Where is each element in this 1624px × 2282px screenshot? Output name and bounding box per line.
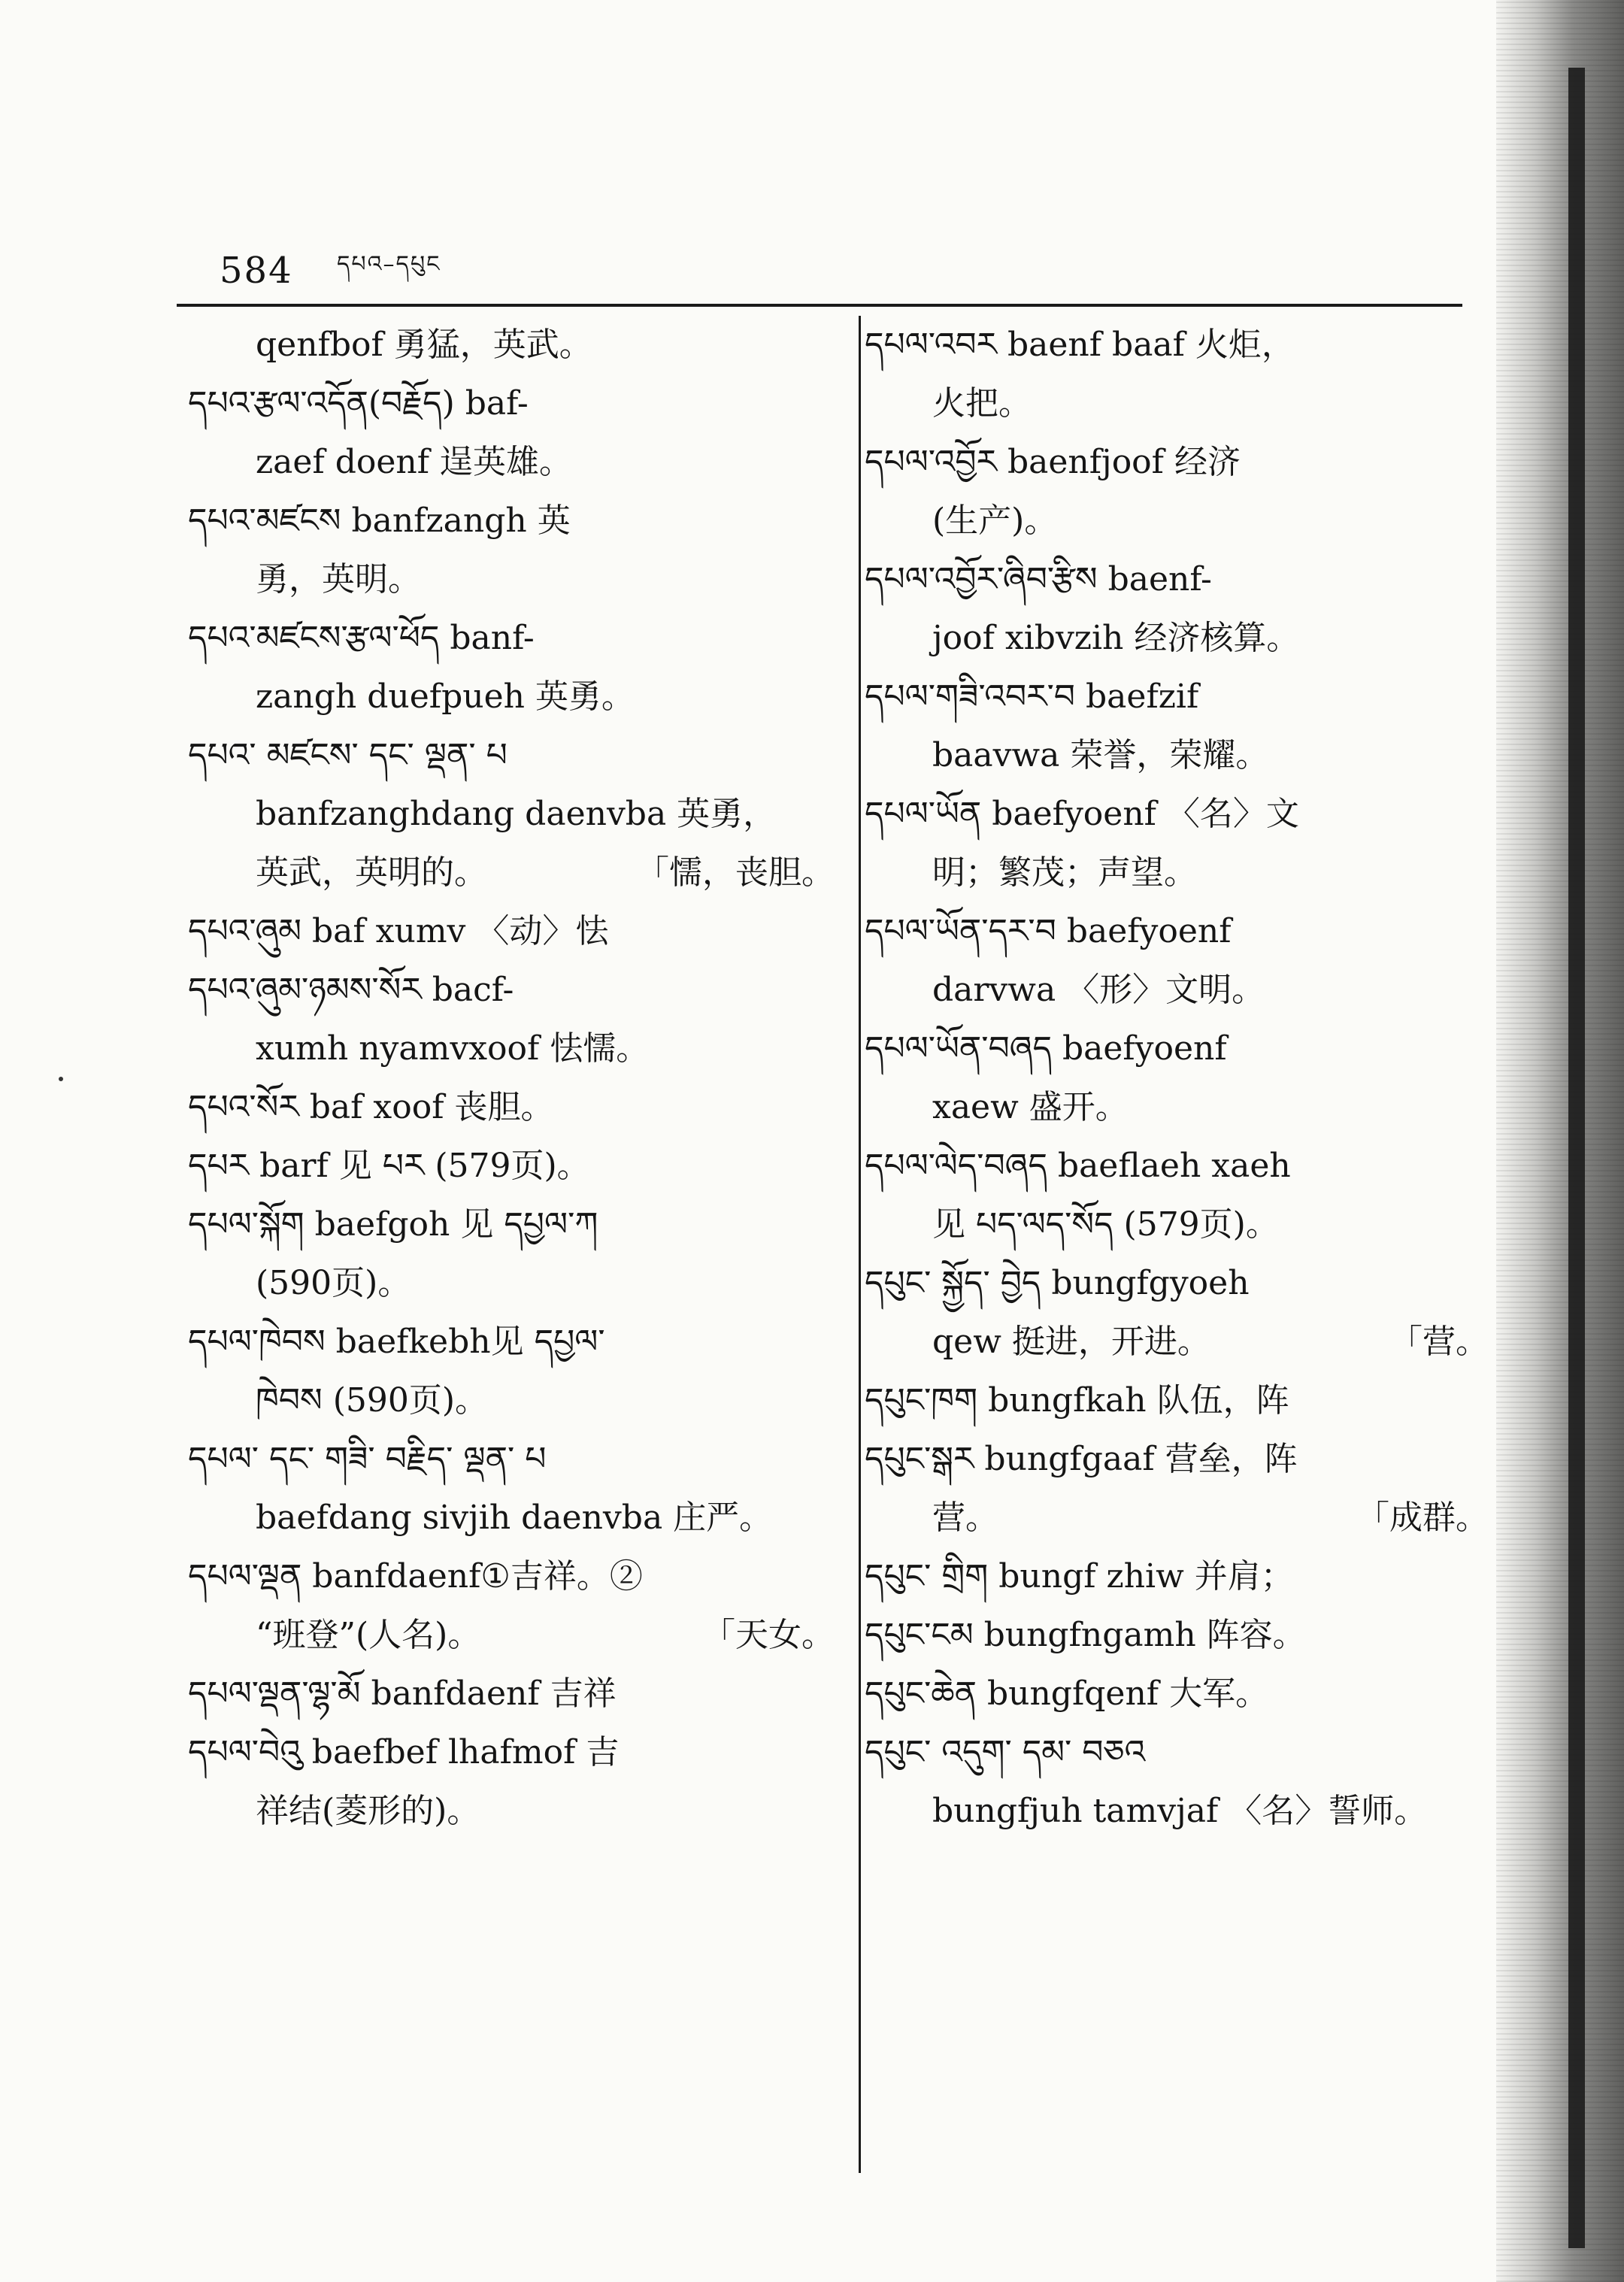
entry-text: དཔའ་སོར baf xoof 丧胆。: [188, 1088, 554, 1126]
dictionary-entry: [173, 1078, 835, 1137]
entry-headword-line: [865, 1137, 1489, 1196]
entry-text: (590页)。: [256, 1264, 411, 1302]
dictionary-entry: [173, 316, 835, 374]
entry-headword-line: [865, 1254, 1489, 1313]
carryover-note: 「营。: [1389, 1323, 1489, 1361]
dictionary-entry: [173, 726, 835, 902]
dictionary-entry: [865, 668, 1489, 785]
entry-text: དཔལ་ཡོན་དར་བ baefyoenf: [865, 912, 1232, 950]
entry-text: 火把。: [932, 384, 1032, 423]
entry-text: དཔལ་འབྱོར་ཞིབ་རྩིས baenf-: [865, 560, 1212, 599]
entry-text: qenfbof 勇猛，英武。: [256, 326, 592, 364]
entry-headword-line: [865, 668, 1489, 726]
dictionary-entry: [865, 785, 1489, 902]
entry-headword-line: [173, 1196, 835, 1254]
entry-text: joof xibvzih 经济核算。: [932, 619, 1300, 657]
left-column: [173, 316, 835, 1841]
entry-headword-line: [865, 1547, 1489, 1606]
entry-text: 祥结(菱形的)。: [256, 1792, 480, 1830]
entry-text: (生产)。: [932, 502, 1058, 540]
entry-text: དཔའ་མཛངས banfzangh 英: [188, 502, 571, 540]
entry-text: qew 挺进，开进。: [932, 1323, 1210, 1361]
entry-text: 见 པད་ལད་སོད (579页)。: [932, 1205, 1279, 1244]
entry-headword-line: [173, 1547, 835, 1606]
dictionary-entry: [865, 433, 1489, 550]
entry-headword-line: [173, 1430, 835, 1489]
entry-definition-line: [865, 726, 1489, 785]
dictionary-entry: [173, 902, 835, 961]
entry-definition-line: [173, 785, 835, 844]
dictionary-entry: [865, 1137, 1489, 1254]
entry-definition-line: [865, 1078, 1489, 1137]
scan-binding-bar: [1568, 68, 1585, 2248]
entry-text: 英武，英明的。: [256, 853, 487, 892]
dictionary-entry: [173, 1313, 835, 1430]
entry-text: དཔལ་འབྱོར baenfjoof 经济: [865, 443, 1241, 481]
entry-definition-line: [865, 1313, 1489, 1371]
dictionary-entry: [865, 316, 1489, 433]
entry-text: xumh nyamvxoof 怯懦。: [256, 1029, 650, 1068]
entry-headword-line: [865, 316, 1489, 374]
entry-definition-line: [173, 1489, 835, 1547]
entry-text: དཔལ་ལེད་བཞད baeflaeh xaeh: [865, 1147, 1291, 1185]
dictionary-entry: [173, 1196, 835, 1313]
entry-definition-line: [173, 550, 835, 609]
entry-text: དཔལ་ལྡན banfdaenf①吉祥。②: [188, 1557, 643, 1596]
entry-text: 营。: [932, 1499, 998, 1537]
entry-headword-line: [865, 1606, 1489, 1665]
entry-text: zaef doenf 逞英雄。: [256, 443, 573, 481]
entry-text: དཔལ་ དང་ གཟི་ བརྗིད་ ལྡན་ པ: [188, 1440, 547, 1478]
dictionary-entry: [173, 1430, 835, 1547]
entry-headword-line: [173, 1137, 835, 1196]
dictionary-entry: [173, 1665, 835, 1723]
entry-text: baefdang sivjih daenvba 庄严。: [256, 1499, 773, 1537]
entry-definition-line: [865, 374, 1489, 433]
entry-text: zangh duefpueh 英勇。: [256, 677, 635, 716]
entry-headword-line: [173, 1723, 835, 1782]
entry-text: དཔལ་ལྡན་ལྷ་མོ banfdaenf 吉祥: [188, 1674, 617, 1713]
entry-definition-line: [173, 1371, 835, 1430]
entry-text: དཔུང་ཆེན bungfqenf 大军。: [865, 1674, 1269, 1713]
entry-headword-line: [865, 550, 1489, 609]
entry-headword-line: [865, 1371, 1489, 1430]
entry-headword-line: [865, 785, 1489, 844]
entry-definition-line: [865, 492, 1489, 550]
entry-text: 明；繁茂；声望。: [932, 853, 1197, 892]
entry-text: baavwa 荣誉，荣耀。: [932, 736, 1269, 774]
entry-text: “班登”(人名)。: [256, 1616, 481, 1654]
entry-headword-line: [173, 726, 835, 785]
entry-definition-line: [865, 1782, 1489, 1841]
entry-headword-line: [173, 492, 835, 550]
entry-text: དཔལ་ཁེབས baefkebh见 དཔྱལ་: [188, 1323, 605, 1361]
entry-headword-line: [865, 433, 1489, 492]
entry-headword-line: [865, 1665, 1489, 1723]
entry-text: དཔུང་ངམ bungfngamh 阵容。: [865, 1616, 1306, 1654]
entry-definition-line: [173, 433, 835, 492]
entry-headword-line: [865, 1723, 1489, 1782]
entry-text: དཔལ་གཟི་འབར་བ baefzif: [865, 677, 1199, 716]
dictionary-entry: [865, 1665, 1489, 1723]
column-divider: [859, 316, 861, 2173]
entry-text: 勇，英明。: [256, 560, 421, 599]
dictionary-entry: [865, 1371, 1489, 1430]
dictionary-entry: [865, 550, 1489, 668]
entry-definition-line: [865, 1196, 1489, 1254]
dictionary-entry: [865, 1606, 1489, 1665]
entry-headword-line: [865, 1020, 1489, 1078]
dictionary-entry: [173, 609, 835, 726]
entry-definition-line: [173, 668, 835, 726]
entry-headword-line: [173, 902, 835, 961]
entry-headword-line: [173, 1078, 835, 1137]
right-column: [865, 316, 1489, 1841]
scan-shadow-edge: [1496, 0, 1624, 2282]
entry-text: darvwa 〈形〉文明。: [932, 971, 1265, 1009]
entry-definition-line: [865, 609, 1489, 668]
entry-text: དཔར barf 见 པར (579页)。: [188, 1147, 590, 1185]
entry-headword-line: [865, 902, 1489, 961]
entry-text: དཔུང་སྒར bungfgaaf 营垒，阵: [865, 1440, 1298, 1478]
entry-text: དཔུང་ སྐྱོད་ བྱེད bungfgyoeh: [865, 1264, 1250, 1302]
entry-text: དཔའ་ མཛངས་ དང་ ལྡན་ པ: [188, 736, 508, 774]
entry-text: xaew 盛开。: [932, 1088, 1129, 1126]
entry-definition-line: [173, 1782, 835, 1841]
entry-text: དཔལ་ཡོན baefyoenf 〈名〉文: [865, 795, 1299, 833]
entry-text: དཔུང་ཁག bungfkah 队伍，阵: [865, 1381, 1289, 1420]
dictionary-entry: [865, 1547, 1489, 1606]
entry-definition-line: [173, 1020, 835, 1078]
entry-definition-line: [173, 316, 835, 374]
dictionary-entry: [865, 1020, 1489, 1137]
dictionary-entry: [865, 902, 1489, 1020]
entry-headword-line: [173, 1313, 835, 1371]
page-number: 584: [220, 250, 293, 292]
entry-definition-line: [173, 1254, 835, 1313]
entry-text: དཔལ་འབར baenf baaf 火炬，: [865, 326, 1295, 364]
carryover-note: 「成群。: [1356, 1499, 1489, 1537]
entry-text: དཔལ་ཡོན་བཞད baefyoenf: [865, 1029, 1227, 1068]
entry-headword-line: [173, 609, 835, 668]
entry-definition-line: [865, 961, 1489, 1020]
dictionary-entry: [173, 961, 835, 1078]
speck: [59, 1077, 63, 1081]
dictionary-entry: [865, 1254, 1489, 1371]
entry-text: bungfjuh tamvjaf 〈名〉誓师。: [932, 1792, 1428, 1830]
dictionary-entry: [865, 1430, 1489, 1547]
dictionary-entry: [173, 1137, 835, 1196]
entry-text: དཔའ་མཛངས་རྩལ་ཕོད banf-: [188, 619, 535, 657]
dictionary-entry: [865, 1723, 1489, 1841]
entry-text: དཔལ་སྐོག baefgoh 见 དཔྱལ་ཀ: [188, 1205, 598, 1244]
carryover-note: 「天女。: [702, 1616, 835, 1654]
dictionary-entry: [173, 1723, 835, 1841]
entry-text: དཔུང་ འདུག་ དམ་ བཅའ: [865, 1733, 1146, 1771]
dictionary-entry: [173, 492, 835, 609]
dictionary-entry: [173, 1547, 835, 1665]
entry-text: དཔུང་ གྲིག bungf zhiw 并肩；: [865, 1557, 1294, 1596]
entry-text: དཔལ་བེའུ baefbef lhafmof 吉: [188, 1733, 620, 1771]
entry-headword-line: [173, 1665, 835, 1723]
running-head: དཔའ–དཔུང: [337, 251, 441, 277]
entry-definition-line: [173, 1606, 835, 1665]
entry-text: དཔའ་ཞུམ་ཉམས་སོར bacf-: [188, 971, 514, 1009]
header-rule: [177, 304, 1462, 307]
entry-text: དཔའ་རྩལ་འདོན(བརྗོད) baf-: [188, 384, 529, 423]
entry-text: དཔའ་ཞུམ baf xumv 〈动〉怯: [188, 912, 609, 950]
entry-text: ཁེབས (590页)。: [256, 1381, 489, 1420]
dictionary-entry: [173, 374, 835, 492]
entry-definition-line: [173, 844, 835, 902]
entry-definition-line: [865, 844, 1489, 902]
entry-text: banfzanghdang daenvba 英勇，: [256, 795, 777, 833]
entry-headword-line: [173, 374, 835, 433]
entry-headword-line: [173, 961, 835, 1020]
entry-headword-line: [865, 1430, 1489, 1489]
entry-definition-line: [865, 1489, 1489, 1547]
carryover-note: 「懦，丧胆。: [636, 853, 835, 892]
